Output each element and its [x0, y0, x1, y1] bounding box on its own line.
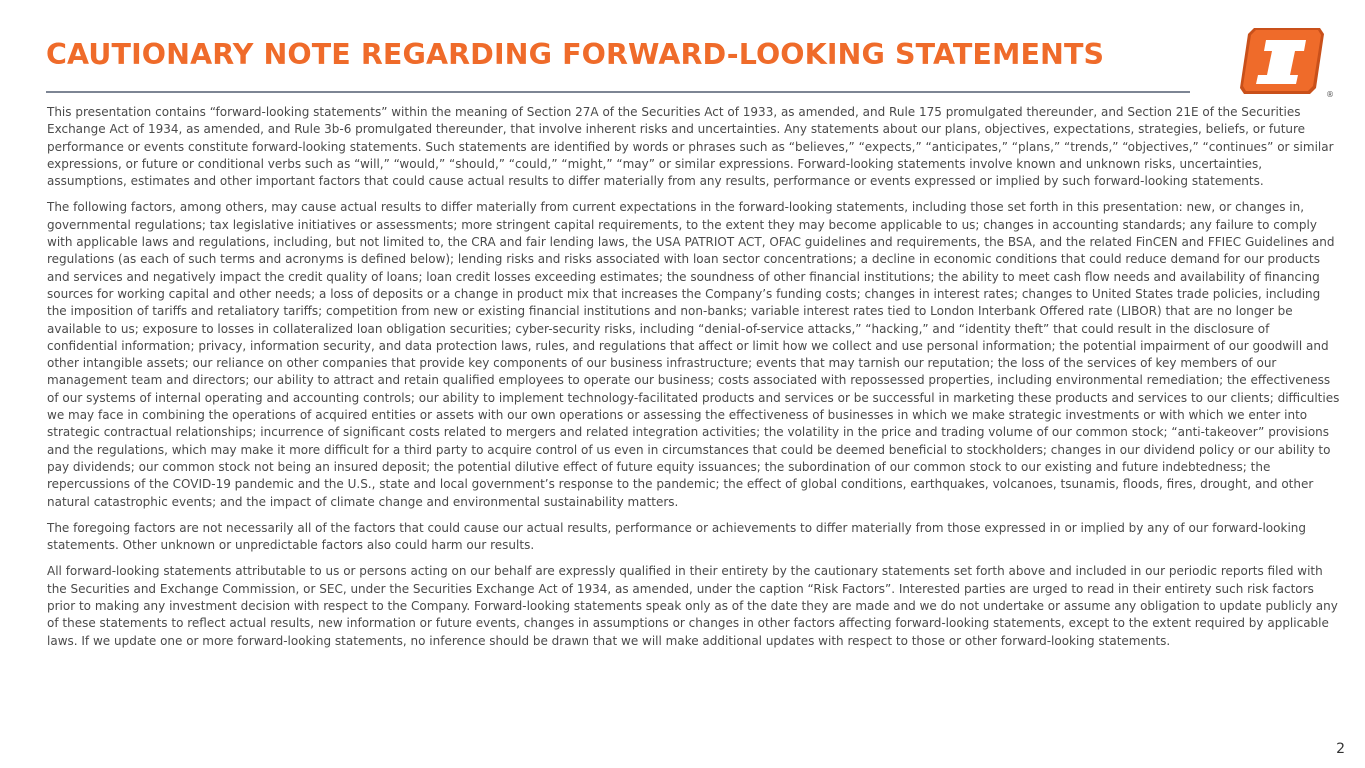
- paragraph-foregoing-factors: The foregoing factors are not necessarily all of the factors that could cause our actual results, performance or achievements to differ materially from those expressed in or implied by any of our forward-looking statements. Other unknown or unpredictable factors also could harm our results.: [47, 520, 1306, 553]
- registered-mark: ®: [1326, 90, 1334, 99]
- page-number: 2: [1336, 741, 1345, 757]
- company-logo-icon: [1240, 24, 1336, 100]
- paragraph-intro: This presentation contains “forward-looking statements” within the meaning of Section 27A of the Securities Act of 1933, as amended, and Rule 175 promulgated thereunder, and Section 21E of the Securities Exchange Act of 1934, as amended, and Rule 3b-6 promulgated thereunder, that involve inherent risks and uncertainties. Any statements about our plans, objectives, expectations, strategies, beliefs, or future performance or events constitute forward-looking statements. Such statements are identified by words or phrases such as “believes,” “expects,” “anticipates,” “plans,” “trends,” “objectives,” “continues” or similar expressions, or future or conditional verbs such as “will,” “would,” “should,” “could,” “might,” “may” or similar expressions. Forward-looking statements involve known and unknown risks, uncertainties, assumptions, estimates and other important factors that could cause actual results to differ materially from any results, performance or events expressed or implied by such forward-looking statements.: [47, 105, 1334, 189]
- paragraph-qualification: All forward-looking statements attributable to us or persons acting on our behalf are expressly qualified in their entirety by the cautionary statements set forth above and included in our periodic reports filed with the Securities and Exchange Commission, or SEC, under the Securities Exchange Act of 1934, as amended, under the caption “Risk Factors”. Interested parties are urged to read in their entirety such risk factors prior to making any investment decision with respect to the Company. Forward-looking statements speak only as of the date they are made and we do not undertake or assume any obligation to update publicly any of these statements to reflect actual results, new information or future events, changes in assumptions or changes in other factors affecting forward-looking statements, except to the extent required by applicable laws. If we update one or more forward-looking statements, no inference should be drawn that we will make additional updates with respect to those or other forward-looking statements.: [47, 564, 1338, 648]
- title-divider: [46, 91, 1190, 93]
- paragraph-risk-factors: The following factors, among others, may cause actual results to differ materially from current expectations in the forward-looking statements, including those set forth in this presentation: new, or changes in, governmental regulations; tax legislative initiatives or assessments; more stringent capital requirements, to the extent they may become applicable to us; changes in accounting standards; any failure to comply with applicable laws and regulations, including, but not limited to, the CRA and fair lending laws, the USA PATRIOT ACT, OFAC guidelines and requirements, the BSA, and the related FinCEN and FFIEC Guidelines and regulations (as each of such terms and acronyms is defined below); lending risks and risks associated with loan sector concentrations; a decline in economic conditions that could reduce demand for our products and services and negatively impact the credit quality of loans; loan credit losses exceeding estimates; the soundness of other financial institutions; the ability to meet cash flow needs and availability of financing sources for working capital and other needs; a loss of deposits or a change in product mix that increases the Company’s funding costs; changes in interest rates; changes to United States trade policies, including the imposition of tariffs and retaliatory tariffs; competition from new or existing financial institutions and non-banks; variable interest rates tied to London Interbank Offered rate (LIBOR) that are no longer be available to us; exposure to losses in collateralized loan obligation securities; cyber-security risks, including “denial-of-service attacks,” “hacking,” and “identity theft” that could result in the disclosure of confidential information; privacy, information security, and data protection laws, rules, and regulations that affect or limit how we collect and use personal information; the potential impairment of our goodwill and other intangible assets; our reliance on other companies that provide key components of our business infrastructure; events that may tarnish our reputation; the loss of the services of key members of our management team and directors; our ability to attract and retain qualified employees to operate our business; costs associated with repossessed properties, including environmental remediation; the effectiveness of our systems of internal operating and accounting controls; our ability to implement technology-facilitated products and services or be successful in marketing these products and services to our clients; difficulties we may face in combining the operations of acquired entities or assets with our own operations or assessing the effectiveness of businesses in which we make strategic investments or with which we enter into strategic contractual relationships; incurrence of significant costs related to mergers and related integration activities; the volatility in the price and trading volume of our common stock; “anti-takeover” provisions and the regulations, which may make it more difficult for a third party to acquire control of us even in circumstances that could be deemed beneficial to stockholders; changes in our dividend policy or our ability to pay dividends; our common stock not being an insured deposit; the potential dilutive effect of future equity issuances; the subordination of our common stock to our existing and future indebtedness; the repercussions of the COVID-19 pandemic and the U.S., state and local government’s response to the pandemic; the effect of global conditions, earthquakes, volcanoes, tsunamis, floods, fires, drought, and other natural catastrophic events; and the impact of climate change and environmental sustainability matters.: [47, 200, 1340, 509]
- disclaimer-body: [47, 104, 1341, 659]
- page-title: CAUTIONARY NOTE REGARDING FORWARD-LOOKING STATEMENTS: [46, 38, 1105, 71]
